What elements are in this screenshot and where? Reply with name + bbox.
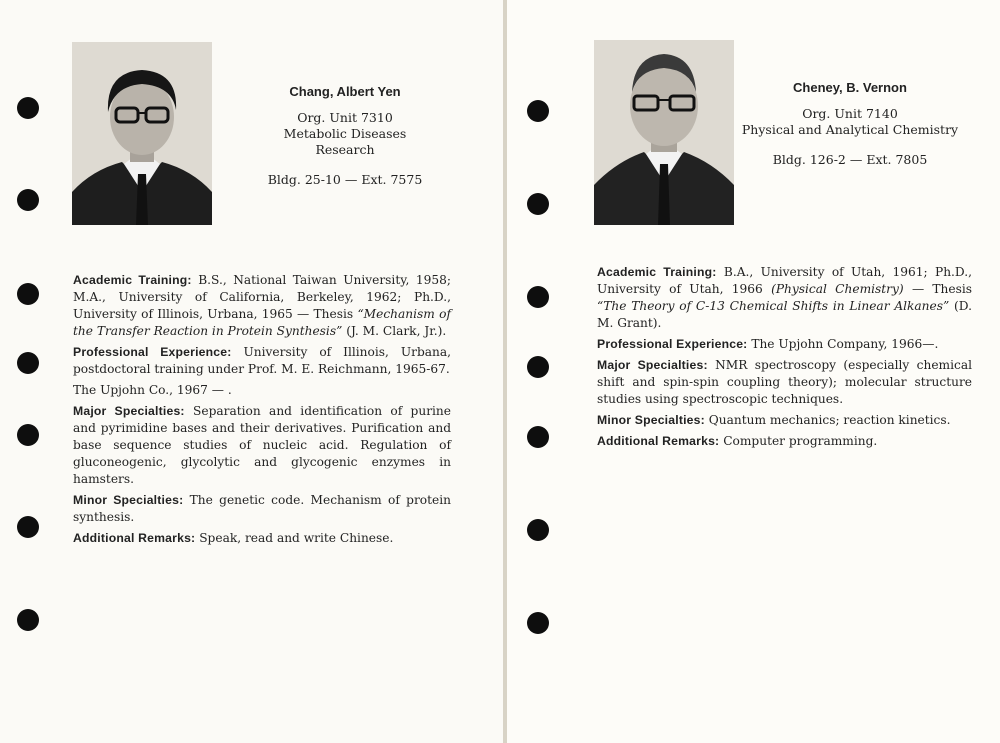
additional-remarks-label: Additional Remarks: <box>73 531 196 545</box>
academic-training-text: B.S., National Taiwan University, 1958; M.A., University of California, Berkeley, 1962; Ph.D., University of Illinois, Urbana, 1965 — Thesis <box>73 273 451 321</box>
binder-hole <box>527 519 549 541</box>
person-name: Chang, Albert Yen <box>289 84 401 99</box>
thesis-title: “The Theory of C-13 Chemical Shifts in Linear Alkanes” <box>597 299 950 313</box>
professional-experience <box>597 336 972 353</box>
binder-hole <box>17 352 39 374</box>
major-specialties <box>73 403 451 488</box>
additional-remarks-text: Computer programming. <box>723 434 878 448</box>
org-unit: Org. Unit 7310 <box>297 110 393 125</box>
academic-training-label: Academic Training: <box>597 265 717 279</box>
minor-specialties-label: Minor Specialties: <box>597 413 705 427</box>
academic-training <box>597 264 972 332</box>
major-specialties-text: Separation and identification of purine and pyrimidine bases and their derivatives. Purification and base sequence studies of nucleic acid. Regulation of gluconeogenic, glycolytic and glycogenic enzymes in hamsters. <box>73 404 451 486</box>
professional-experience-text2: The Upjohn Co., 1967 — . <box>73 383 232 397</box>
additional-remarks <box>73 530 451 547</box>
entry-header-right <box>735 80 965 168</box>
binder-hole <box>17 283 39 305</box>
entry-header-left <box>250 84 440 188</box>
professional-experience-label: Professional Experience: <box>597 337 748 351</box>
binder-hole <box>527 286 549 308</box>
building-extension: Bldg. 126-2 — Ext. 7805 <box>772 152 928 167</box>
department: Physical and Analytical Chemistry <box>741 122 959 137</box>
thesis-advisor: (J. M. Clark, Jr.). <box>346 324 447 338</box>
field-of-study: (Physical Chemistry) <box>771 282 904 296</box>
bio-right <box>597 264 972 454</box>
minor-specialties-text: The genetic code. Mechanism of protein synthesis. <box>73 493 452 524</box>
professional-experience-label: Professional Experience: <box>73 345 232 359</box>
professional-experience-cont <box>73 382 451 399</box>
minor-specialties <box>73 492 451 526</box>
academic-training-label: Academic Training: <box>73 273 192 287</box>
binder-hole <box>17 424 39 446</box>
portrait-photo-cheney <box>594 40 734 225</box>
major-specialties <box>597 357 972 408</box>
thesis-advisor: (D. M. Grant). <box>597 299 973 330</box>
professional-experience-text: The Upjohn Company, 1966—. <box>751 337 939 351</box>
major-specialties-text: NMR spectroscopy (especially chemical shift and spin-spin coupling theory); molecular structure studies using spectroscopic techniques. <box>597 358 972 406</box>
person-name: Cheney, B. Vernon <box>793 80 907 95</box>
binder-hole <box>527 193 549 215</box>
academic-training <box>73 272 451 340</box>
binder-hole <box>527 356 549 378</box>
department: Metabolic Diseases <box>283 126 407 141</box>
major-specialties-label: Major Specialties: <box>597 358 708 372</box>
org-unit: Org. Unit 7140 <box>802 106 898 121</box>
minor-specialties-text: Quantum mechanics; reaction kinetics. <box>708 413 951 427</box>
binder-hole <box>527 100 549 122</box>
portrait-photo-chang <box>72 42 212 225</box>
bio-left <box>73 272 451 551</box>
binder-hole <box>527 612 549 634</box>
major-specialties-label: Major Specialties: <box>73 404 185 418</box>
professional-experience-text: University of Illinois, Urbana, postdoctoral training under Prof. M. E. Reichmann, 1965-67. <box>73 345 451 376</box>
binder-hole <box>17 97 39 119</box>
binder-hole <box>527 426 549 448</box>
additional-remarks-text: Speak, read and write Chinese. <box>199 531 394 545</box>
binder-hole <box>17 609 39 631</box>
professional-experience <box>73 344 451 378</box>
department-cont: Research <box>315 142 375 157</box>
thesis-title: “Mechanism of the Transfer Reaction in Protein Synthesis” <box>73 307 451 338</box>
binder-hole <box>17 189 39 211</box>
binder-hole <box>17 516 39 538</box>
minor-specialties-label: Minor Specialties: <box>73 493 184 507</box>
thesis-label: — Thesis <box>911 282 973 296</box>
additional-remarks <box>597 433 972 450</box>
additional-remarks-label: Additional Remarks: <box>597 434 720 448</box>
minor-specialties <box>597 412 972 429</box>
building-extension: Bldg. 25-10 — Ext. 7575 <box>267 172 423 187</box>
academic-training-text: B.A., University of Utah, 1961; Ph.D., University of Utah, 1966 <box>597 265 973 296</box>
